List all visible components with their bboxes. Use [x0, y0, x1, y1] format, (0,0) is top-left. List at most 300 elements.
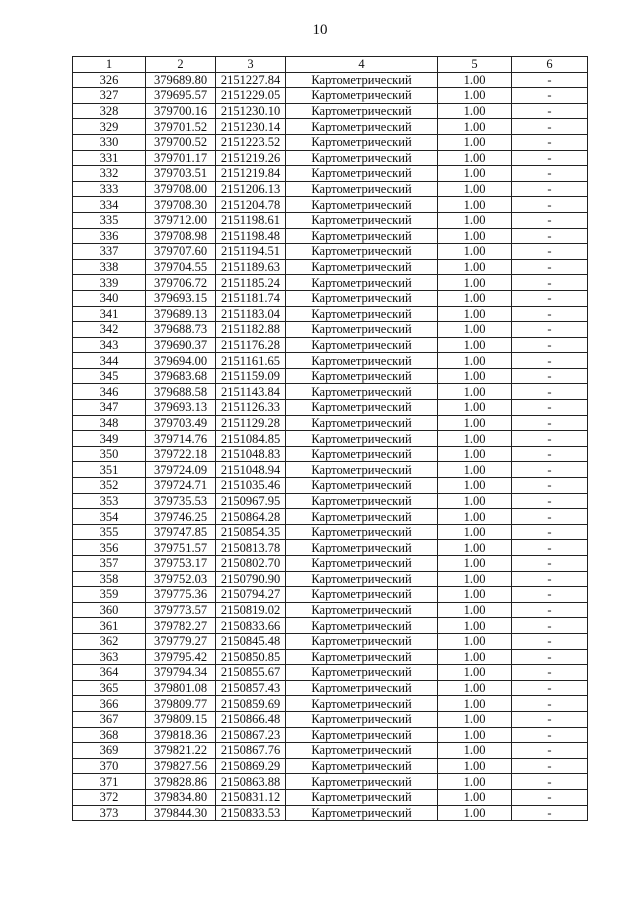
accuracy-cell: 1.00 [438, 478, 512, 494]
method-cell: Картометрический [286, 446, 438, 462]
accuracy-cell: 1.00 [438, 72, 512, 88]
x-coordinate-cell: 379724.71 [146, 478, 216, 494]
accuracy-cell: 1.00 [438, 181, 512, 197]
table-row [73, 789, 588, 805]
accuracy-cell: 1.00 [438, 337, 512, 353]
x-coordinate-cell: 379688.58 [146, 384, 216, 400]
table-row [73, 727, 588, 743]
table-row [73, 758, 588, 774]
table-row [73, 384, 588, 400]
point-number-cell: 362 [73, 633, 146, 649]
y-coordinate-cell: 2150859.69 [216, 696, 286, 712]
y-coordinate-cell: 2150831.12 [216, 789, 286, 805]
point-number-cell: 357 [73, 556, 146, 572]
table-row [73, 587, 588, 603]
point-number-cell: 333 [73, 181, 146, 197]
y-coordinate-cell: 2151230.14 [216, 119, 286, 135]
accuracy-cell: 1.00 [438, 400, 512, 416]
note-cell: - [512, 805, 588, 821]
point-number-cell: 373 [73, 805, 146, 821]
accuracy-cell: 1.00 [438, 415, 512, 431]
accuracy-cell: 1.00 [438, 306, 512, 322]
note-cell: - [512, 119, 588, 135]
point-number-cell: 371 [73, 774, 146, 790]
x-coordinate-cell: 379809.15 [146, 711, 216, 727]
note-cell: - [512, 540, 588, 556]
point-number-cell: 343 [73, 337, 146, 353]
note-cell: - [512, 228, 588, 244]
accuracy-cell: 1.00 [438, 212, 512, 228]
table-row [73, 743, 588, 759]
x-coordinate-cell: 379775.36 [146, 587, 216, 603]
accuracy-cell: 1.00 [438, 711, 512, 727]
table-row [73, 446, 588, 462]
table-row [73, 368, 588, 384]
note-cell: - [512, 571, 588, 587]
y-coordinate-cell: 2151048.83 [216, 446, 286, 462]
accuracy-cell: 1.00 [438, 633, 512, 649]
x-coordinate-cell: 379703.49 [146, 415, 216, 431]
x-coordinate-cell: 379828.86 [146, 774, 216, 790]
point-number-cell: 337 [73, 244, 146, 260]
note-cell: - [512, 493, 588, 509]
note-cell: - [512, 212, 588, 228]
table-row [73, 462, 588, 478]
x-coordinate-cell: 379818.36 [146, 727, 216, 743]
method-cell: Картометрический [286, 275, 438, 291]
column-header-3: 3 [216, 57, 286, 73]
x-coordinate-cell: 379844.30 [146, 805, 216, 821]
table-row [73, 244, 588, 260]
column-header-1: 1 [73, 57, 146, 73]
table-row [73, 150, 588, 166]
point-number-cell: 346 [73, 384, 146, 400]
table-row [73, 400, 588, 416]
x-coordinate-cell: 379708.00 [146, 181, 216, 197]
table-row [73, 353, 588, 369]
table-row [73, 696, 588, 712]
y-coordinate-cell: 2151048.94 [216, 462, 286, 478]
method-cell: Картометрический [286, 571, 438, 587]
x-coordinate-cell: 379821.22 [146, 743, 216, 759]
point-number-cell: 352 [73, 478, 146, 494]
x-coordinate-cell: 379724.09 [146, 462, 216, 478]
point-number-cell: 336 [73, 228, 146, 244]
accuracy-cell: 1.00 [438, 727, 512, 743]
x-coordinate-cell: 379700.52 [146, 134, 216, 150]
accuracy-cell: 1.00 [438, 571, 512, 587]
method-cell: Картометрический [286, 415, 438, 431]
point-number-cell: 342 [73, 322, 146, 338]
method-cell: Картометрический [286, 197, 438, 213]
y-coordinate-cell: 2151219.84 [216, 166, 286, 182]
x-coordinate-cell: 379708.30 [146, 197, 216, 213]
y-coordinate-cell: 2150967.95 [216, 493, 286, 509]
note-cell: - [512, 680, 588, 696]
accuracy-cell: 1.00 [438, 462, 512, 478]
y-coordinate-cell: 2151126.33 [216, 400, 286, 416]
note-cell: - [512, 134, 588, 150]
table-row [73, 540, 588, 556]
accuracy-cell: 1.00 [438, 758, 512, 774]
accuracy-cell: 1.00 [438, 259, 512, 275]
y-coordinate-cell: 2150790.90 [216, 571, 286, 587]
table-row [73, 524, 588, 540]
note-cell: - [512, 103, 588, 119]
accuracy-cell: 1.00 [438, 665, 512, 681]
table-row [73, 306, 588, 322]
method-cell: Картометрический [286, 306, 438, 322]
point-number-cell: 339 [73, 275, 146, 291]
method-cell: Картометрический [286, 400, 438, 416]
accuracy-cell: 1.00 [438, 602, 512, 618]
note-cell: - [512, 322, 588, 338]
table-row [73, 665, 588, 681]
method-cell: Картометрический [286, 88, 438, 104]
note-cell: - [512, 789, 588, 805]
y-coordinate-cell: 2150794.27 [216, 587, 286, 603]
note-cell: - [512, 633, 588, 649]
x-coordinate-cell: 379779.27 [146, 633, 216, 649]
x-coordinate-cell: 379712.00 [146, 212, 216, 228]
y-coordinate-cell: 2150833.66 [216, 618, 286, 634]
point-number-cell: 350 [73, 446, 146, 462]
table-row [73, 602, 588, 618]
y-coordinate-cell: 2151185.24 [216, 275, 286, 291]
note-cell: - [512, 244, 588, 260]
x-coordinate-cell: 379694.00 [146, 353, 216, 369]
y-coordinate-cell: 2150855.67 [216, 665, 286, 681]
method-cell: Картометрический [286, 633, 438, 649]
method-cell: Картометрический [286, 680, 438, 696]
x-coordinate-cell: 379706.72 [146, 275, 216, 291]
y-coordinate-cell: 2150819.02 [216, 602, 286, 618]
y-coordinate-cell: 2151084.85 [216, 431, 286, 447]
y-coordinate-cell: 2150867.76 [216, 743, 286, 759]
note-cell: - [512, 727, 588, 743]
table-row [73, 431, 588, 447]
accuracy-cell: 1.00 [438, 431, 512, 447]
accuracy-cell: 1.00 [438, 275, 512, 291]
note-cell: - [512, 181, 588, 197]
y-coordinate-cell: 2150863.88 [216, 774, 286, 790]
accuracy-cell: 1.00 [438, 322, 512, 338]
x-coordinate-cell: 379809.77 [146, 696, 216, 712]
method-cell: Картометрический [286, 556, 438, 572]
method-cell: Картометрический [286, 150, 438, 166]
note-cell: - [512, 478, 588, 494]
x-coordinate-cell: 379700.16 [146, 103, 216, 119]
table-row [73, 680, 588, 696]
note-cell: - [512, 602, 588, 618]
table-row [73, 633, 588, 649]
point-number-cell: 347 [73, 400, 146, 416]
note-cell: - [512, 400, 588, 416]
accuracy-cell: 1.00 [438, 244, 512, 260]
method-cell: Картометрический [286, 478, 438, 494]
point-number-cell: 331 [73, 150, 146, 166]
note-cell: - [512, 665, 588, 681]
table-row [73, 134, 588, 150]
x-coordinate-cell: 379722.18 [146, 446, 216, 462]
note-cell: - [512, 462, 588, 478]
y-coordinate-cell: 2151198.61 [216, 212, 286, 228]
note-cell: - [512, 649, 588, 665]
y-coordinate-cell: 2151176.28 [216, 337, 286, 353]
method-cell: Картометрический [286, 228, 438, 244]
y-coordinate-cell: 2151161.65 [216, 353, 286, 369]
column-header-2: 2 [146, 57, 216, 73]
x-coordinate-cell: 379751.57 [146, 540, 216, 556]
y-coordinate-cell: 2150857.43 [216, 680, 286, 696]
column-header-4: 4 [286, 57, 438, 73]
point-number-cell: 365 [73, 680, 146, 696]
accuracy-cell: 1.00 [438, 353, 512, 369]
y-coordinate-cell: 2150845.48 [216, 633, 286, 649]
y-coordinate-cell: 2151181.74 [216, 290, 286, 306]
y-coordinate-cell: 2151219.26 [216, 150, 286, 166]
point-number-cell: 360 [73, 602, 146, 618]
accuracy-cell: 1.00 [438, 103, 512, 119]
note-cell: - [512, 306, 588, 322]
point-number-cell: 372 [73, 789, 146, 805]
y-coordinate-cell: 2150813.78 [216, 540, 286, 556]
point-number-cell: 361 [73, 618, 146, 634]
table-row [73, 711, 588, 727]
accuracy-cell: 1.00 [438, 743, 512, 759]
table-row [73, 290, 588, 306]
x-coordinate-cell: 379747.85 [146, 524, 216, 540]
point-number-cell: 354 [73, 509, 146, 525]
point-number-cell: 326 [73, 72, 146, 88]
note-cell: - [512, 88, 588, 104]
point-number-cell: 370 [73, 758, 146, 774]
x-coordinate-cell: 379689.80 [146, 72, 216, 88]
y-coordinate-cell: 2151143.84 [216, 384, 286, 400]
table-row [73, 88, 588, 104]
x-coordinate-cell: 379752.03 [146, 571, 216, 587]
table-row [73, 774, 588, 790]
table-header [73, 57, 588, 73]
x-coordinate-cell: 379735.53 [146, 493, 216, 509]
y-coordinate-cell: 2150867.23 [216, 727, 286, 743]
method-cell: Картометрический [286, 727, 438, 743]
x-coordinate-cell: 379801.08 [146, 680, 216, 696]
method-cell: Картометрический [286, 259, 438, 275]
x-coordinate-cell: 379794.34 [146, 665, 216, 681]
y-coordinate-cell: 2150864.28 [216, 509, 286, 525]
table-row [73, 556, 588, 572]
accuracy-cell: 1.00 [438, 446, 512, 462]
y-coordinate-cell: 2151189.63 [216, 259, 286, 275]
method-cell: Картометрический [286, 353, 438, 369]
x-coordinate-cell: 379753.17 [146, 556, 216, 572]
table-row [73, 805, 588, 821]
table-row [73, 212, 588, 228]
method-cell: Картометрический [286, 509, 438, 525]
point-number-cell: 329 [73, 119, 146, 135]
method-cell: Картометрический [286, 384, 438, 400]
note-cell: - [512, 556, 588, 572]
table-row [73, 415, 588, 431]
x-coordinate-cell: 379834.80 [146, 789, 216, 805]
x-coordinate-cell: 379693.15 [146, 290, 216, 306]
y-coordinate-cell: 2151198.48 [216, 228, 286, 244]
point-number-cell: 328 [73, 103, 146, 119]
point-number-cell: 344 [73, 353, 146, 369]
method-cell: Картометрический [286, 431, 438, 447]
method-cell: Картометрический [286, 743, 438, 759]
x-coordinate-cell: 379782.27 [146, 618, 216, 634]
method-cell: Картометрический [286, 244, 438, 260]
y-coordinate-cell: 2151204.78 [216, 197, 286, 213]
x-coordinate-cell: 379703.51 [146, 166, 216, 182]
method-cell: Картометрический [286, 540, 438, 556]
accuracy-cell: 1.00 [438, 197, 512, 213]
note-cell: - [512, 618, 588, 634]
point-number-cell: 340 [73, 290, 146, 306]
accuracy-cell: 1.00 [438, 618, 512, 634]
y-coordinate-cell: 2151035.46 [216, 478, 286, 494]
method-cell: Картометрический [286, 119, 438, 135]
note-cell: - [512, 587, 588, 603]
note-cell: - [512, 384, 588, 400]
point-number-cell: 332 [73, 166, 146, 182]
table-row [73, 571, 588, 587]
coordinates-table [72, 56, 588, 821]
method-cell: Картометрический [286, 524, 438, 540]
point-number-cell: 356 [73, 540, 146, 556]
accuracy-cell: 1.00 [438, 556, 512, 572]
method-cell: Картометрический [286, 696, 438, 712]
note-cell: - [512, 431, 588, 447]
point-number-cell: 327 [73, 88, 146, 104]
method-cell: Картометрический [286, 649, 438, 665]
point-number-cell: 353 [73, 493, 146, 509]
x-coordinate-cell: 379701.17 [146, 150, 216, 166]
note-cell: - [512, 72, 588, 88]
point-number-cell: 338 [73, 259, 146, 275]
note-cell: - [512, 509, 588, 525]
x-coordinate-cell: 379704.55 [146, 259, 216, 275]
table-row [73, 649, 588, 665]
table-row [73, 181, 588, 197]
method-cell: Картометрический [286, 322, 438, 338]
method-cell: Картометрический [286, 665, 438, 681]
y-coordinate-cell: 2151129.28 [216, 415, 286, 431]
method-cell: Картометрический [286, 758, 438, 774]
y-coordinate-cell: 2150833.53 [216, 805, 286, 821]
accuracy-cell: 1.00 [438, 384, 512, 400]
method-cell: Картометрический [286, 789, 438, 805]
note-cell: - [512, 275, 588, 291]
x-coordinate-cell: 379689.13 [146, 306, 216, 322]
x-coordinate-cell: 379708.98 [146, 228, 216, 244]
x-coordinate-cell: 379695.57 [146, 88, 216, 104]
table-row [73, 197, 588, 213]
point-number-cell: 368 [73, 727, 146, 743]
accuracy-cell: 1.00 [438, 88, 512, 104]
table-row [73, 259, 588, 275]
point-number-cell: 341 [73, 306, 146, 322]
method-cell: Картометрический [286, 368, 438, 384]
y-coordinate-cell: 2150854.35 [216, 524, 286, 540]
point-number-cell: 363 [73, 649, 146, 665]
note-cell: - [512, 337, 588, 353]
y-coordinate-cell: 2151182.88 [216, 322, 286, 338]
y-coordinate-cell: 2151194.51 [216, 244, 286, 260]
y-coordinate-cell: 2151159.09 [216, 368, 286, 384]
y-coordinate-cell: 2151206.13 [216, 181, 286, 197]
note-cell: - [512, 696, 588, 712]
method-cell: Картометрический [286, 587, 438, 603]
point-number-cell: 335 [73, 212, 146, 228]
method-cell: Картометрический [286, 181, 438, 197]
x-coordinate-cell: 379773.57 [146, 602, 216, 618]
note-cell: - [512, 150, 588, 166]
method-cell: Картометрический [286, 337, 438, 353]
x-coordinate-cell: 379746.25 [146, 509, 216, 525]
accuracy-cell: 1.00 [438, 774, 512, 790]
method-cell: Картометрический [286, 493, 438, 509]
method-cell: Картометрический [286, 805, 438, 821]
y-coordinate-cell: 2150802.70 [216, 556, 286, 572]
y-coordinate-cell: 2151227.84 [216, 72, 286, 88]
y-coordinate-cell: 2150850.85 [216, 649, 286, 665]
header-row [73, 57, 588, 73]
point-number-cell: 351 [73, 462, 146, 478]
y-coordinate-cell: 2150866.48 [216, 711, 286, 727]
accuracy-cell: 1.00 [438, 789, 512, 805]
method-cell: Картометрический [286, 212, 438, 228]
table-row [73, 119, 588, 135]
table-row [73, 618, 588, 634]
note-cell: - [512, 446, 588, 462]
method-cell: Картометрический [286, 774, 438, 790]
x-coordinate-cell: 379701.52 [146, 119, 216, 135]
column-header-6: 6 [512, 57, 588, 73]
x-coordinate-cell: 379690.37 [146, 337, 216, 353]
method-cell: Картометрический [286, 462, 438, 478]
point-number-cell: 355 [73, 524, 146, 540]
y-coordinate-cell: 2151230.10 [216, 103, 286, 119]
table-row [73, 228, 588, 244]
note-cell: - [512, 259, 588, 275]
point-number-cell: 330 [73, 134, 146, 150]
table-body [73, 72, 588, 821]
y-coordinate-cell: 2151183.04 [216, 306, 286, 322]
accuracy-cell: 1.00 [438, 166, 512, 182]
point-number-cell: 359 [73, 587, 146, 603]
note-cell: - [512, 711, 588, 727]
table-row [73, 509, 588, 525]
method-cell: Картометрический [286, 711, 438, 727]
method-cell: Картометрический [286, 166, 438, 182]
table-row [73, 166, 588, 182]
table-row [73, 322, 588, 338]
point-number-cell: 348 [73, 415, 146, 431]
point-number-cell: 334 [73, 197, 146, 213]
point-number-cell: 367 [73, 711, 146, 727]
method-cell: Картометрический [286, 618, 438, 634]
page-number: 10 [312, 22, 328, 38]
note-cell: - [512, 368, 588, 384]
x-coordinate-cell: 379795.42 [146, 649, 216, 665]
accuracy-cell: 1.00 [438, 680, 512, 696]
column-header-5: 5 [438, 57, 512, 73]
note-cell: - [512, 774, 588, 790]
accuracy-cell: 1.00 [438, 493, 512, 509]
